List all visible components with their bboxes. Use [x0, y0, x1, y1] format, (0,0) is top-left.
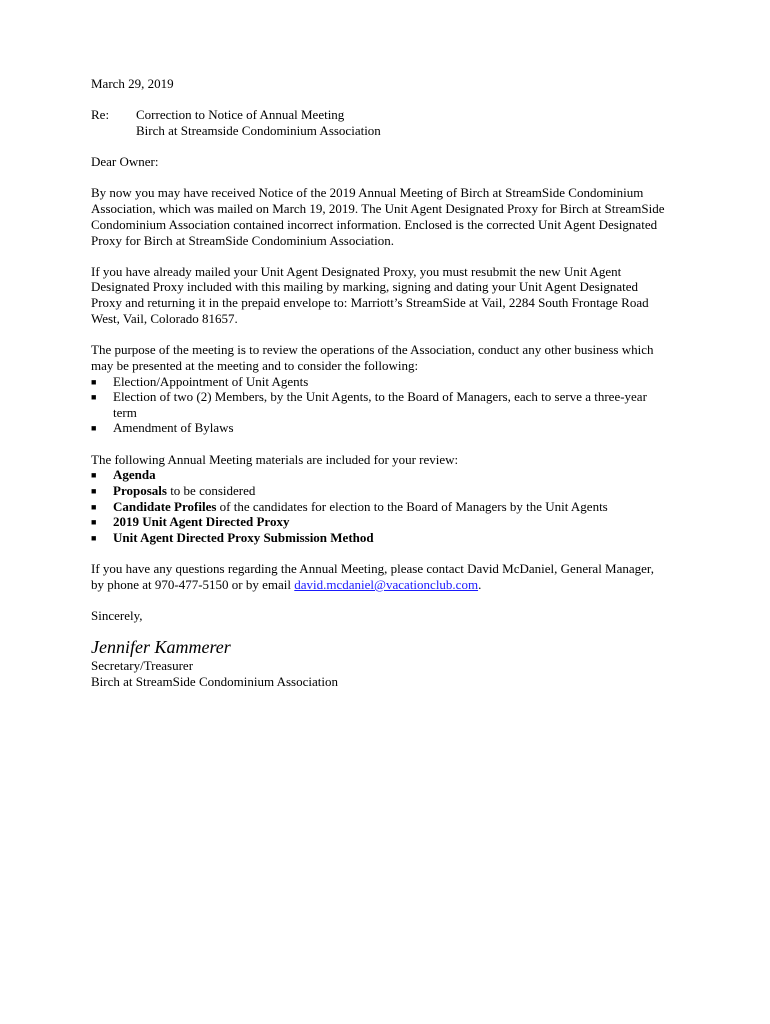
bullet-square-icon: ■: [91, 423, 97, 433]
para2-line: West, Vail, Colorado 81657.: [91, 311, 238, 326]
email-link[interactable]: david.mcdaniel@vacationclub.com: [294, 577, 479, 592]
bullet-square-icon: ■: [91, 517, 97, 527]
contact-line-2: by phone at 970-477-5150 or by email david.mcdaniel@vacationclub.com.: [91, 577, 482, 592]
para3-line: may be presented at the meeting and to consider the following:: [91, 358, 419, 373]
letter-date: March 29, 2019: [91, 76, 174, 91]
material-item: 2019 Unit Agent Directed Proxy: [113, 514, 290, 529]
purpose-item: Amendment of Bylaws: [113, 420, 234, 435]
para2-line: Designated Proxy included with this mailing by marking, signing and dating your Unit Agent Designated: [91, 279, 639, 294]
material-item: Agenda: [113, 467, 156, 482]
para2-line: Proxy and returning it in the prepaid envelope to: Marriott’s StreamSide at Vail, 2284 South Frontage Road: [91, 295, 649, 310]
purpose-item-continued: term: [113, 405, 137, 420]
signer-organization: Birch at StreamSide Condominium Association: [91, 674, 338, 689]
contact-line-1: If you have any questions regarding the Annual Meeting, please contact David McDaniel, General Manager,: [91, 561, 654, 576]
signer-title: Secretary/Treasurer: [91, 658, 194, 673]
signature: Jennifer Kammerer: [91, 637, 231, 657]
purpose-item: Election/Appointment of Unit Agents: [113, 374, 309, 389]
closing: Sincerely,: [91, 608, 143, 623]
bullet-square-icon: ■: [91, 392, 97, 402]
re-subject-line-2: Birch at Streamside Condominium Association: [136, 123, 381, 138]
bullet-square-icon: ■: [91, 502, 97, 512]
para1-line: Proxy for Birch at StreamSide Condominium Association.: [91, 233, 394, 248]
material-item: Candidate Profiles of the candidates for election to the Board of Managers by the Unit Agents: [113, 499, 608, 514]
para1-line: Association, which was mailed on March 19, 2019. The Unit Agent Designated Proxy for Birch at StreamSide: [91, 201, 665, 216]
para3-line: The purpose of the meeting is to review the operations of the Association, conduct any other business which: [91, 342, 654, 357]
para1-line: By now you may have received Notice of the 2019 Annual Meeting of Birch at StreamSide Condominium: [91, 185, 644, 200]
bullet-square-icon: ■: [91, 486, 97, 496]
para1-line: Condominium Association contained incorrect information. Enclosed is the corrected Unit Agent Designated: [91, 217, 658, 232]
bullet-square-icon: ■: [91, 533, 97, 543]
material-item: Proposals to be considered: [113, 483, 256, 498]
bullet-square-icon: ■: [91, 377, 97, 387]
salutation: Dear Owner:: [91, 154, 159, 169]
bullet-square-icon: ■: [91, 470, 97, 480]
para2-line: If you have already mailed your Unit Agent Designated Proxy, you must resubmit the new Unit Agent: [91, 264, 622, 279]
materials-intro: The following Annual Meeting materials are included for your review:: [91, 452, 459, 467]
purpose-item: Election of two (2) Members, by the Unit Agents, to the Board of Managers, each to serve a three-year: [113, 389, 647, 404]
material-item: Unit Agent Directed Proxy Submission Method: [113, 530, 374, 545]
re-label: Re:: [91, 107, 110, 122]
re-subject-line-1: Correction to Notice of Annual Meeting: [136, 107, 345, 122]
